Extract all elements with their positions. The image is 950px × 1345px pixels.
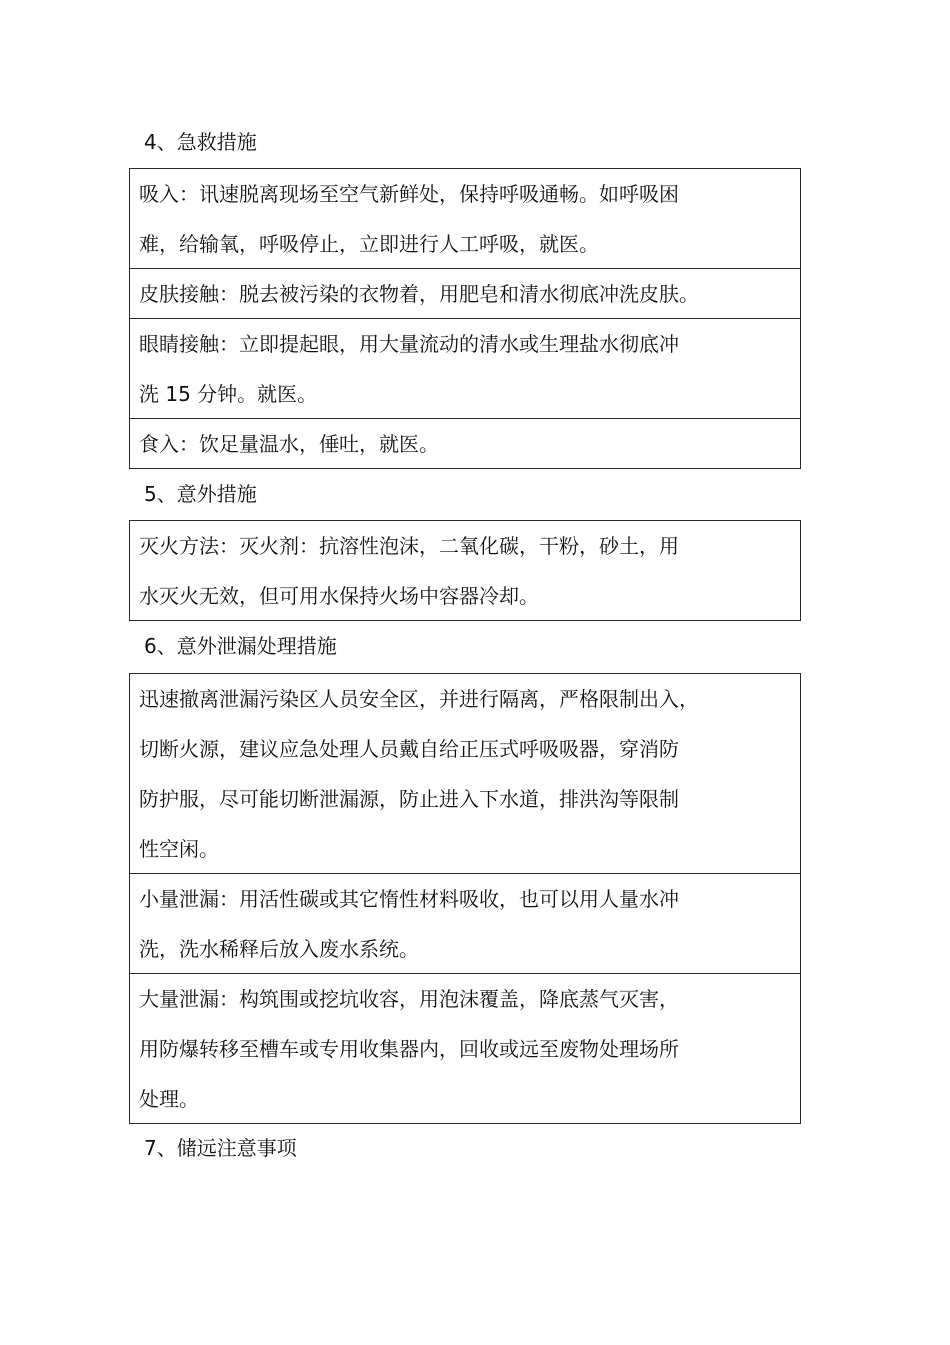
table-cell-text: 性空闲。	[139, 837, 219, 861]
table-cell-text: 皮肤接触：脱去被污染的衣物着，用肥皂和清水彻底冲洗皮肤。	[139, 282, 699, 306]
table-cell-text: 大量泄漏：构筑围或挖坑收容，用泡沫覆盖，降底蒸气灭害，	[139, 987, 679, 1011]
table-row	[130, 169, 800, 269]
table-cell-text: 迅速撤离泄漏污染区人员安全区，并进行隔离，严格限制出入，	[139, 687, 699, 711]
section-heading-first-aid: 4、急救措施	[144, 130, 257, 154]
leak-handling-table	[129, 673, 801, 1124]
section-heading-accident-measures: 5、意外措施	[144, 482, 257, 506]
table-cell-text: 洗 15 分钟。就医。	[139, 382, 318, 406]
table-cell-text: 用防爆转移至槽车或专用收集器内，回收或远至废物处理场所	[139, 1037, 679, 1061]
table-cell-text: 洗，洗水稀释后放入废水系统。	[139, 937, 419, 961]
table-row	[130, 521, 800, 620]
first-aid-table	[129, 168, 801, 469]
table-cell-text: 水灭火无效，但可用水保持火场中容器冷却。	[139, 584, 539, 608]
table-row	[130, 269, 800, 319]
table-row	[130, 874, 800, 974]
table-row	[130, 419, 800, 468]
table-cell-text: 眼睛接触：立即提起眼，用大量流动的清水或生理盐水彻底冲	[139, 332, 679, 356]
table-cell-text: 处理。	[139, 1087, 199, 1111]
table-cell-text: 食入：饮足量温水，倕吐，就医。	[139, 432, 439, 456]
table-cell-text: 防护服，尽可能切断泄漏源，防止进入下水道，排洪沟等限制	[139, 787, 679, 811]
table-cell-text: 难，给输氧，呼吸停止，立即进行人工呼吸，就医。	[139, 232, 599, 256]
table-row	[130, 674, 800, 874]
section-heading-storage-notes: 7、储远注意事项	[144, 1136, 297, 1160]
table-row	[130, 974, 800, 1123]
table-cell-text: 小量泄漏：用活性碳或其它惰性材料吸收，也可以用人量水冲	[139, 887, 679, 911]
table-cell-text: 吸入：讯速脱离现场至空气新鲜处，保持呼吸通畅。如呼吸困	[139, 182, 679, 206]
table-cell-text: 切断火源，建议应急处理人员戴自给正压式呼吸吸器，穿消防	[139, 737, 679, 761]
table-cell-text: 灭火方法：灭火剂：抗溶性泡沫，二氧化碳，干粉，砂土，用	[139, 534, 679, 558]
table-row	[130, 319, 800, 419]
section-heading-leak-handling: 6、意外泄漏处理措施	[144, 634, 337, 658]
fire-fighting-table	[129, 520, 801, 621]
